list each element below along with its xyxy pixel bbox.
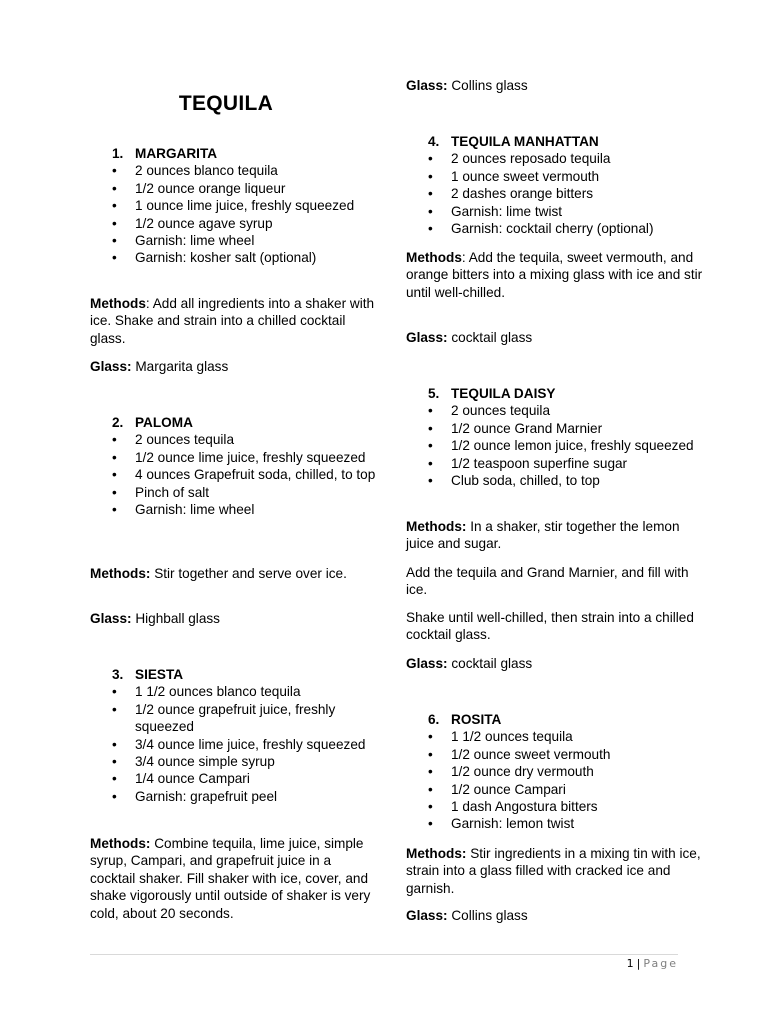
methods-text: Shake until well-chilled, then strain into a chilled cocktail glass.	[406, 610, 694, 643]
methods-text: Methods: Stir together and serve over ice.	[90, 566, 347, 581]
recipe-name: ROSITA	[451, 712, 502, 727]
bullet-icon: •	[428, 764, 433, 780]
list-item: • 1 dash Angostura bitters	[428, 799, 598, 815]
recipe-number: 1.	[112, 146, 124, 161]
list-item: • 2 ounces blanco tequila	[112, 163, 278, 179]
glass-text: Glass: Collins glass	[406, 908, 528, 923]
ingredient-list	[90, 162, 380, 266]
list-item: • 1 ounce sweet vermouth	[428, 168, 600, 184]
bullet-icon: •	[112, 233, 117, 249]
methods-text: Methods: Add the tequila, sweet vermouth, and orange bitters into a mixing glass with ice and stir until well-chilled.	[406, 250, 703, 300]
list-item: • 4 ounces Grapefruit soda, chilled, to top	[112, 467, 376, 483]
list-item: • Garnish: cocktail cherry (optional)	[428, 221, 654, 237]
bullet-icon: •	[112, 788, 117, 804]
list-item: • Garnish: lime wheel	[112, 502, 255, 518]
ingredient-list	[406, 728, 706, 832]
list-item: • 1/2 ounce Campari	[428, 781, 566, 797]
bullet-icon: •	[112, 432, 117, 448]
list-item: • Garnish: lime twist	[428, 203, 563, 219]
list-item: • 1/2 ounce grapefruit juice, freshly squeezed	[112, 701, 336, 735]
list-item: • 1/2 ounce lime juice, freshly squeezed	[112, 449, 366, 465]
glass-text: Glass: Highball glass	[90, 611, 220, 626]
list-item: • Club soda, chilled, to top	[428, 473, 600, 489]
bullet-icon: •	[112, 736, 117, 752]
bullet-icon: •	[112, 701, 117, 717]
recipe-name: SIESTA	[135, 667, 184, 682]
list-item: • Garnish: lime wheel	[112, 233, 255, 249]
bullet-icon: •	[112, 484, 117, 500]
list-item: • 2 dashes orange bitters	[428, 186, 594, 202]
bullet-icon: •	[428, 151, 433, 167]
bullet-icon: •	[428, 221, 433, 237]
list-item: • 2 ounces tequila	[428, 403, 551, 419]
recipe-heading	[112, 414, 380, 431]
page-label: Page	[643, 957, 678, 970]
recipe-margarita	[90, 145, 380, 267]
list-item: • 2 ounces reposado tequila	[428, 151, 611, 167]
bullet-icon: •	[112, 250, 117, 266]
recipe-heading	[112, 145, 380, 162]
bullet-icon: •	[112, 467, 117, 483]
list-item: • 1/2 ounce orange liqueur	[112, 180, 286, 196]
bullet-icon: •	[428, 746, 433, 762]
list-item: • Pinch of salt	[112, 484, 210, 500]
list-item: • 1/2 ounce Grand Marnier	[428, 420, 603, 436]
list-item: • 1 1/2 ounces blanco tequila	[112, 684, 301, 700]
recipe-heading	[428, 133, 706, 150]
list-item: • 1/4 ounce Campari	[112, 771, 250, 787]
bullet-icon: •	[428, 455, 433, 471]
recipe-name: PALOMA	[135, 415, 193, 430]
glass-text: Glass: Margarita glass	[90, 359, 229, 374]
bullet-icon: •	[428, 781, 433, 797]
footer-divider	[90, 954, 678, 955]
bullet-icon: •	[112, 215, 117, 231]
ingredient-list	[90, 683, 380, 805]
bullet-icon: •	[112, 771, 117, 787]
ingredient-list	[406, 402, 706, 489]
bullet-icon: •	[112, 198, 117, 214]
recipe-tequila-daisy	[406, 385, 706, 489]
recipe-name: MARGARITA	[135, 146, 218, 161]
ingredient-list	[90, 431, 380, 518]
glass-text: Glass: cocktail glass	[406, 330, 533, 345]
recipe-rosita	[406, 711, 706, 833]
recipe-heading	[428, 385, 706, 402]
methods-text: Methods: Add all ingredients into a shaker with ice. Shake and strain into a chilled cocktail glass.	[90, 296, 375, 346]
recipe-tequila-manhattan	[406, 133, 706, 237]
bullet-icon: •	[112, 754, 117, 770]
list-item: • 1 1/2 ounces tequila	[428, 729, 573, 745]
list-item: • 2 ounces tequila	[112, 432, 235, 448]
list-item: • Garnish: kosher salt (optional)	[112, 250, 317, 266]
list-item: • 1/2 teaspoon superfine sugar	[428, 455, 628, 471]
bullet-icon: •	[428, 729, 433, 745]
recipe-name: TEQUILA DAISY	[451, 386, 556, 401]
recipe-number: 2.	[112, 415, 124, 430]
bullet-icon: •	[428, 420, 433, 436]
methods-text: Methods: In a shaker, stir together the lemon juice and sugar.	[406, 519, 680, 552]
list-item: • 3/4 ounce simple syrup	[112, 754, 275, 770]
bullet-icon: •	[428, 799, 433, 815]
bullet-icon: •	[428, 168, 433, 184]
recipe-number: 5.	[428, 386, 440, 401]
bullet-icon: •	[428, 186, 433, 202]
bullet-icon: •	[428, 473, 433, 489]
bullet-icon: •	[112, 163, 117, 179]
bullet-icon: •	[112, 502, 117, 518]
recipe-number: 3.	[112, 667, 124, 682]
list-item: • Garnish: lemon twist	[428, 816, 575, 832]
recipe-heading	[428, 711, 706, 728]
document-title: TEQUILA	[178, 92, 274, 116]
bullet-icon: •	[428, 816, 433, 832]
bullet-icon: •	[112, 684, 117, 700]
recipe-paloma	[90, 414, 380, 518]
methods-text: Add the tequila and Grand Marnier, and fill with ice.	[406, 565, 689, 598]
list-item: • 1/2 ounce agave syrup	[112, 215, 273, 231]
list-item: • 1/2 ounce dry vermouth	[428, 764, 594, 780]
list-item: • 3/4 ounce lime juice, freshly squeezed	[112, 736, 366, 752]
page-number: 1	[626, 957, 634, 970]
page-footer	[627, 957, 678, 970]
recipe-name: TEQUILA MANHATTAN	[451, 134, 599, 149]
bullet-icon: •	[428, 203, 433, 219]
methods-text: Methods: Combine tequila, lime juice, simple syrup, Campari, and grapefruit juice in a cocktail shaker. Fill shaker with ice, cover, and shake vigorously until outside of shaker is very cold, about 20 seconds.	[90, 836, 371, 921]
recipe-number: 6.	[428, 712, 440, 727]
recipe-number: 4.	[428, 134, 440, 149]
bullet-icon: •	[428, 438, 433, 454]
ingredient-list	[406, 150, 706, 237]
list-item: • 1/2 ounce sweet vermouth	[428, 746, 611, 762]
recipe-siesta	[90, 666, 380, 805]
recipe-heading	[112, 666, 380, 683]
bullet-icon: •	[428, 403, 433, 419]
glass-text: Glass: Collins glass	[406, 78, 528, 93]
glass-text: Glass: cocktail glass	[406, 656, 533, 671]
footer-separator: |	[636, 957, 641, 970]
list-item: • 1/2 ounce lemon juice, freshly squeezed	[428, 438, 694, 454]
list-item: • 1 ounce lime juice, freshly squeezed	[112, 198, 355, 214]
bullet-icon: •	[112, 449, 117, 465]
list-item: • Garnish: grapefruit peel	[112, 788, 278, 804]
methods-text: Methods: Stir ingredients in a mixing tin with ice, strain into a glass filled with cracked ice and garnish.	[406, 846, 701, 896]
bullet-icon: •	[112, 180, 117, 196]
